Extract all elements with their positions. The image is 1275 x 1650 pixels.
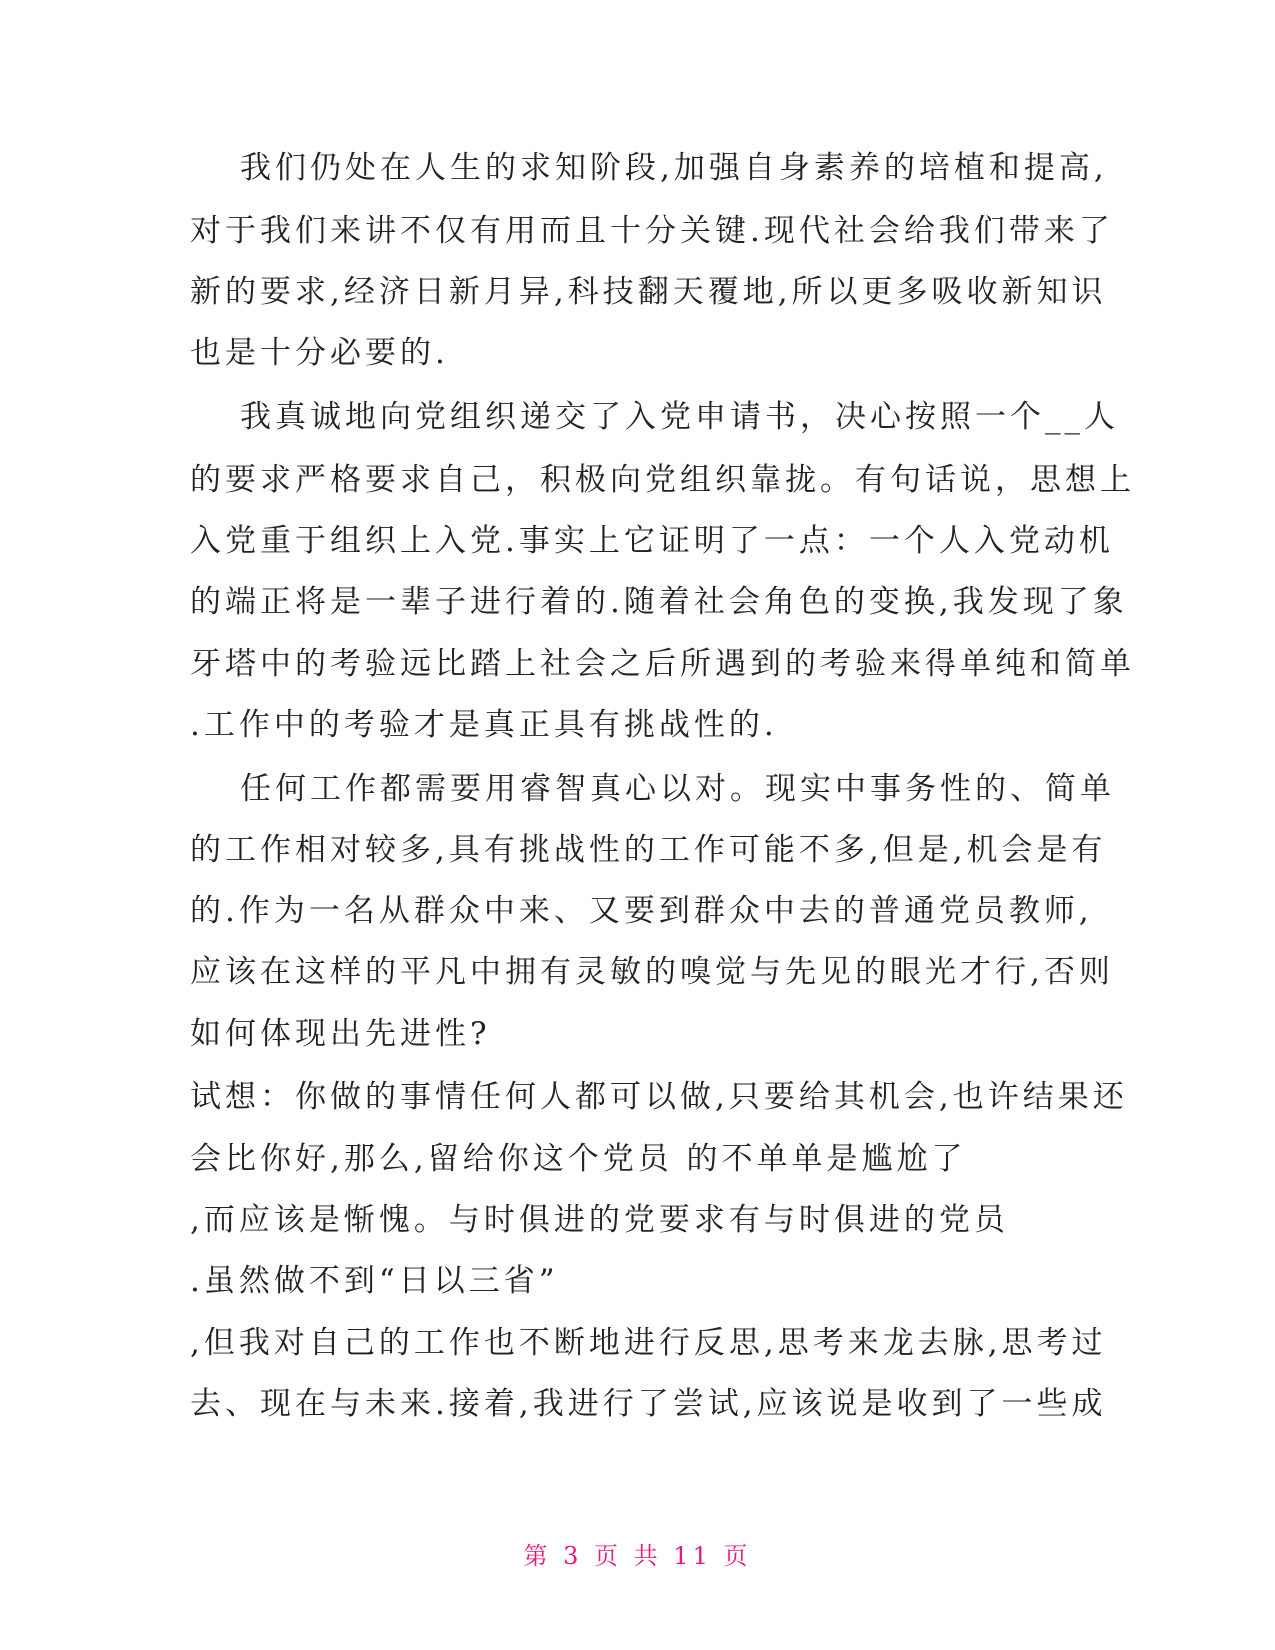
- paragraph-line: 对于我们来讲不仅有用而且十分关键.现代社会给我们带来了: [190, 213, 1114, 249]
- paragraph-line: 试想：你做的事情任何人都可以做,只要给其机会,也许结果还: [190, 1079, 1128, 1115]
- paragraph-line: .工作中的考验才是真正具有挑战性的.: [190, 707, 778, 743]
- paragraph-line: 应该在这样的平凡中拥有灵敏的嗅觉与先见的眼光才行,否则: [190, 954, 1114, 990]
- paragraph-line: .虽然做不到“日以三省”: [190, 1263, 559, 1299]
- paragraph-line: 的端正将是一辈子进行着的.随着社会角色的变换,我发现了象: [190, 584, 1128, 620]
- paragraph-line: 的要求严格要求自己，积极向党组织靠拢。有句话说，思想上: [190, 462, 1135, 498]
- paragraph-line: 的工作相对较多,具有挑战性的工作可能不多,但是,机会是有: [190, 832, 1107, 868]
- paragraph-line: 去、现在与未来.接着,我进行了尝试,应该说是收到了一些成: [190, 1386, 1107, 1422]
- paragraph-line: ,而应该是惭愧。与时俱进的党要求有与时俱进的党员: [190, 1202, 1009, 1238]
- paragraph-line: 也是十分必要的.: [190, 335, 449, 371]
- paragraph-line: 新的要求,经济日新月异,科技翻天覆地,所以更多吸收新知识: [190, 274, 1107, 310]
- paragraph-line: 任何工作都需要用睿智真心以对。现实中事务性的、简单: [240, 771, 1115, 807]
- paragraph-line: 如何体现出先进性?: [190, 1016, 491, 1052]
- paragraph-line: 的.作为一名从群众中来、又要到群众中去的普通党员教师,: [190, 893, 1093, 929]
- page-number-footer: 第 3 页 共 11 页: [523, 1542, 752, 1570]
- paragraph-line: 我们仍处在人生的求知阶段,加强自身素养的培植和提高,: [240, 150, 1108, 186]
- paragraph-line: 会比你好,那么,留给你这个党员 的不单单是尴尬了: [190, 1141, 967, 1177]
- paragraph-line: ,但我对自己的工作也不断地进行反思,思考来龙去脉,思考过: [190, 1325, 1107, 1361]
- paragraph-line: 我真诚地向党组织递交了入党申请书，决心按照一个__人: [240, 399, 1119, 435]
- paragraph-line: 牙塔中的考验远比踏上社会之后所遇到的考验来得单纯和简单: [190, 646, 1135, 682]
- paragraph-line: 入党重于组织上入党.事实上它证明了一点：一个人入党动机: [190, 523, 1114, 559]
